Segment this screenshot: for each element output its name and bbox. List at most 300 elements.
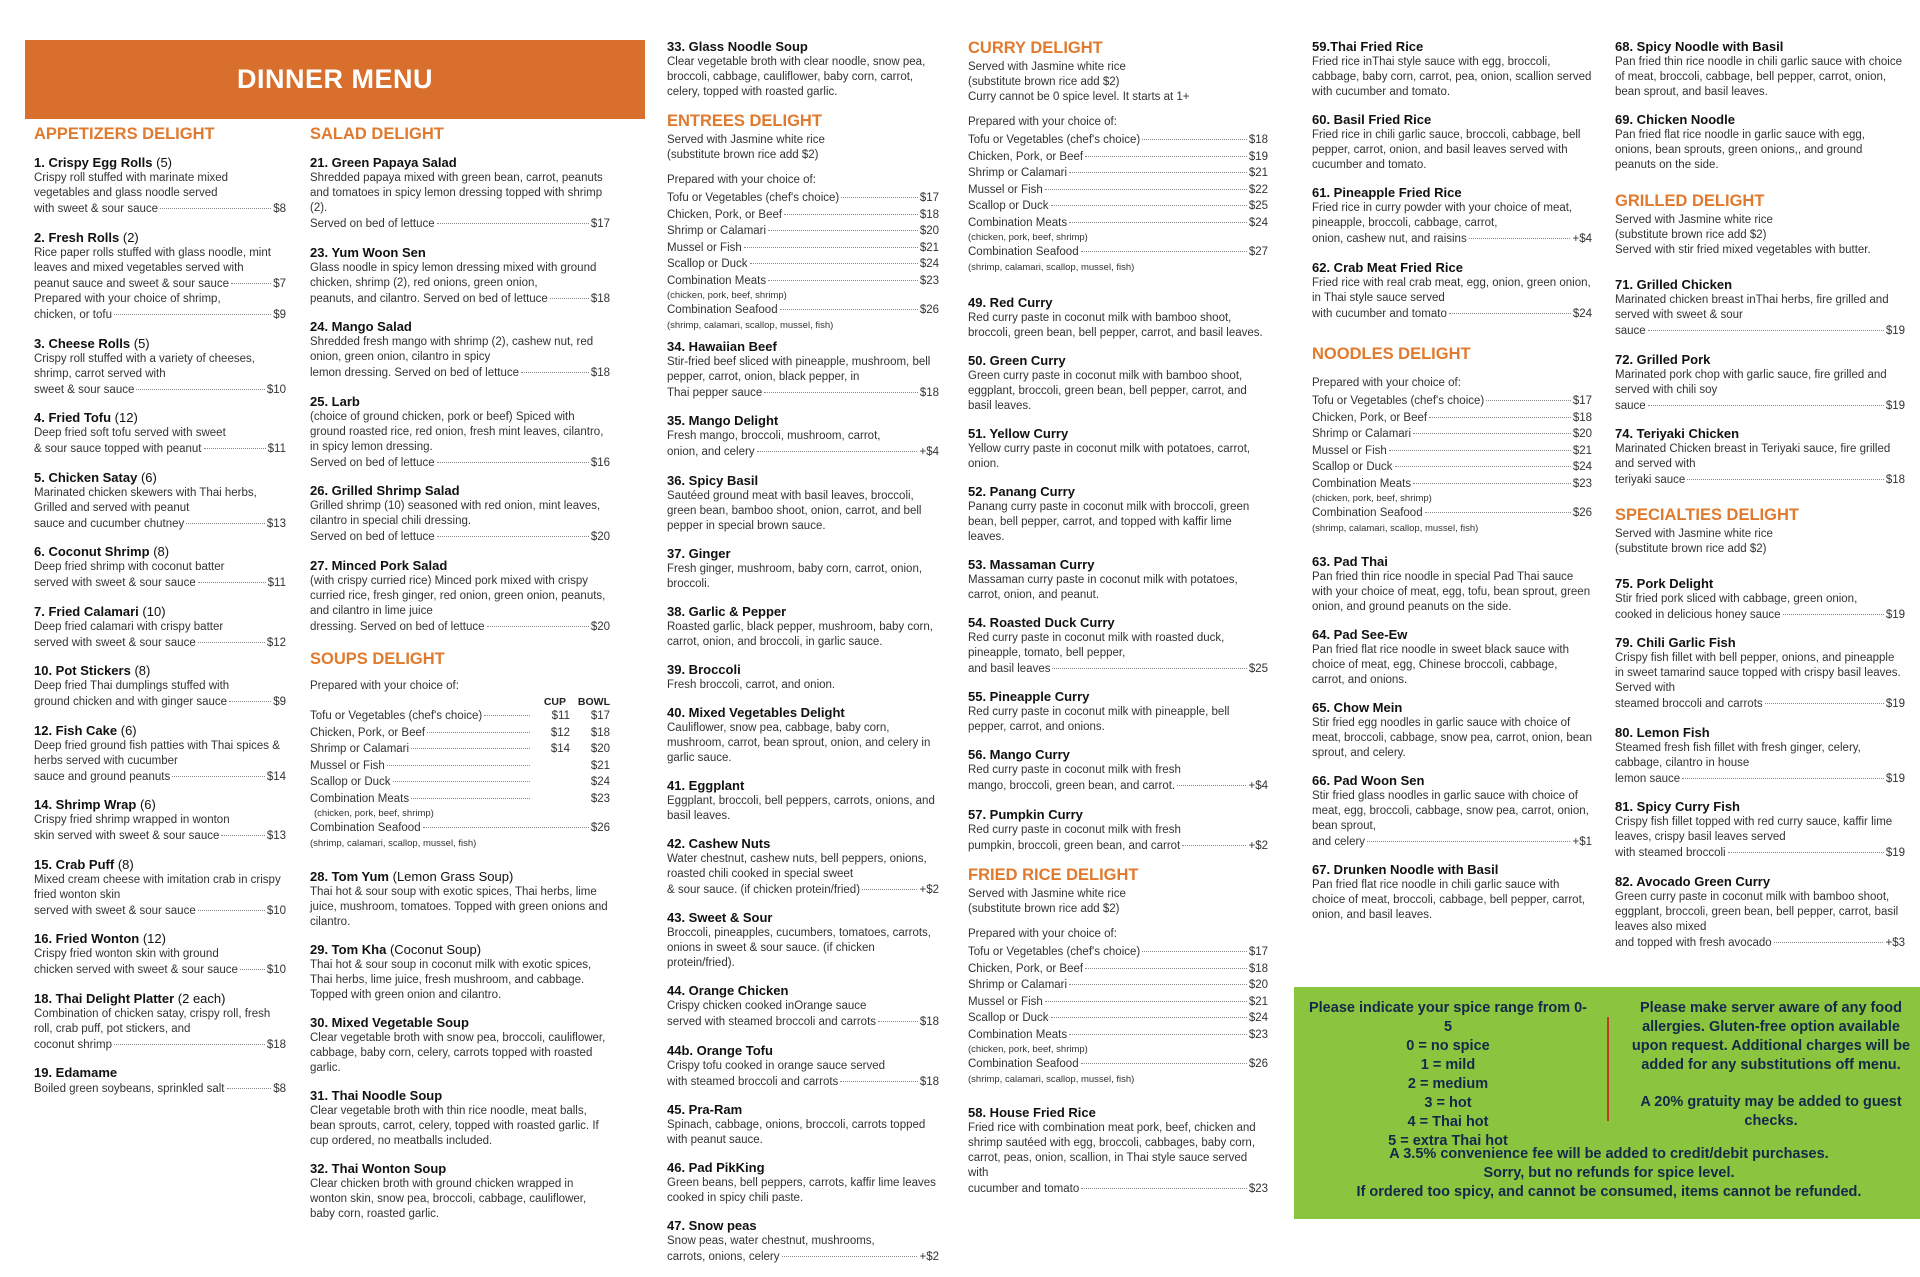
leader-dots — [840, 1081, 918, 1082]
menu-item — [968, 556, 1268, 603]
item-name — [667, 704, 939, 721]
menu-item — [1615, 38, 1905, 100]
item-title: 49. Red Curry — [968, 294, 1053, 310]
soups-combo-seafood: Combination Seafood $26 — [310, 822, 610, 834]
entrees-note1: Served with Jasmine white rice — [667, 134, 825, 146]
item-description: Red curry paste in coconut milk with bamboo shoot, broccoli, green bean, bell pepper, carrot, and basil leaves. — [968, 311, 1263, 339]
item-title: 4. Fried Tofu — [34, 410, 112, 425]
grilled-title: GRILLED DELIGHT — [1615, 192, 1765, 210]
item-name — [667, 412, 939, 429]
leader-dots — [114, 1044, 265, 1045]
protein-choice-row — [667, 207, 939, 224]
choice-label: Scallop or Duck — [310, 776, 391, 788]
item-description: Water chestnut, cashew nuts, bell peppers, onions, roasted chili cooked in special sweet — [667, 852, 927, 880]
item-last-line: and basil leaves — [968, 662, 1051, 675]
item-description: Marinated chicken breast inThai herbs, fire grilled and served with sweet & sour — [1615, 294, 1889, 321]
item-name — [34, 722, 286, 739]
item-description: Massaman curry paste in coconut milk with potatoes, carrot, onion, and peanut. — [968, 573, 1238, 601]
price-row — [968, 778, 1268, 795]
leader-dots — [1177, 785, 1246, 786]
specialties-list — [1615, 575, 1905, 952]
item-price: +$4 — [1248, 780, 1268, 792]
item-title: 55. Pineapple Curry — [968, 689, 1090, 704]
item-price: $11 — [267, 577, 286, 589]
item-price: $23 — [1248, 1182, 1268, 1195]
leader-dots — [521, 372, 589, 373]
item-description: Crispy fish fillet topped with red curry sauce, kaffir lime leaves, crispy basil leaves served — [1615, 816, 1893, 843]
leader-dots — [1774, 942, 1884, 943]
item-title: 10. Pot Stickers — [34, 663, 131, 678]
leader-dots — [114, 314, 271, 315]
item-description: Crispy tofu cooked in orange sauce served — [667, 1059, 885, 1072]
item-price: $9 — [273, 696, 286, 708]
item-last-line: onion, and celery — [667, 446, 755, 458]
leader-dots — [1069, 172, 1247, 173]
item-last-line: sauce and cucumber chutney — [34, 517, 185, 530]
protein-choice-row — [1312, 476, 1592, 493]
choice-price: $25 — [1248, 200, 1268, 212]
leader-dots — [387, 765, 530, 766]
item-title: 45. Pra-Ram — [667, 1102, 743, 1117]
item-name — [667, 909, 939, 926]
item-name — [310, 244, 610, 261]
item-price: $20 — [590, 531, 610, 543]
menu-item — [968, 688, 1268, 735]
item-name — [34, 990, 286, 1007]
refund-text-1: Sorry, but no refunds for spice level. — [1483, 1165, 1735, 1181]
leader-dots — [229, 701, 271, 702]
item-title: 33. Glass Noodle Soup — [667, 39, 808, 54]
item-last-line: served with sweet & sour sauce — [34, 904, 196, 917]
item-description: Deep fried Thai dumplings stuffed with — [34, 680, 230, 692]
choice-price: $20 — [919, 225, 939, 237]
convenience-fee-text: A 3.5% convenience fee will be added to credit/debit purchases. — [1389, 1146, 1829, 1162]
soups-intro: Prepared with your choice of: — [310, 680, 459, 692]
menu-item — [34, 1064, 286, 1098]
item-price: $9 — [273, 309, 286, 321]
menu-item — [310, 482, 610, 546]
item-title: 12. Fish Cake — [34, 722, 118, 738]
leader-dots — [1045, 189, 1247, 190]
item-name — [667, 1101, 939, 1118]
item-title: 57. Pumpkin Curry — [968, 806, 1083, 822]
price-row — [1615, 607, 1905, 624]
item-last-line: Served on bed of lettuce — [310, 218, 435, 230]
menu-item — [667, 1042, 939, 1091]
leader-dots — [1687, 479, 1884, 480]
choice-label: Scallop or Duck — [1312, 461, 1393, 473]
item-title: 65. Chow Mein — [1312, 699, 1403, 715]
item-title: 21. Green Papaya Salad — [310, 155, 457, 170]
fried-rice-combo-seafood: Combination Seafood $26 — [968, 1058, 1268, 1070]
curry-choices — [968, 132, 1268, 231]
curry-combo-seafood: Combination Seafood $27 — [968, 246, 1268, 258]
item-last-line: onion, cashew nut, and raisins — [1312, 233, 1467, 245]
item-description: Snow peas, water chestnut, mushrooms, — [667, 1235, 875, 1247]
appetizers-section — [34, 124, 286, 1109]
menu-item — [34, 796, 286, 845]
leader-dots — [1069, 1034, 1247, 1035]
item-title: 7. Fried Calamari — [34, 603, 139, 619]
price-row — [968, 1181, 1268, 1198]
item-title: 56. Mango Curry — [968, 747, 1070, 762]
curry-section — [968, 38, 1268, 1208]
item-title: 64. Pad See-Ew — [1312, 626, 1408, 642]
item-description: Deep fried shrimp with coconut batter — [34, 561, 225, 573]
item-name — [310, 482, 610, 499]
choice-price: $24 — [1248, 216, 1268, 229]
salad-title: SALAD DELIGHT — [310, 125, 444, 143]
choice-label: Mussel or Fish — [968, 995, 1043, 1008]
menu-item — [1312, 259, 1592, 323]
item-description: Stir fried pork sliced with cabbage, green onion, — [1615, 592, 1858, 605]
item-description: Glass noodle in spicy lemon dressing mixed with ground chicken, shrimp (2), red onions, green onion, — [310, 261, 597, 289]
choice-price: $23 — [1248, 1028, 1268, 1041]
item-price: +$4 — [1572, 233, 1592, 245]
item-description: Marinated chicken skewers with Thai herbs, Grilled and served with peanut — [34, 486, 257, 514]
choice-label: Mussel or Fish — [968, 183, 1043, 196]
item-last-line: skin served with sweet & sour sauce — [34, 830, 220, 842]
menu-item — [667, 777, 939, 824]
price-row — [34, 307, 286, 324]
item-name — [310, 941, 610, 958]
menu-item — [34, 154, 286, 218]
noodles-continued — [1615, 38, 1905, 173]
item-description: Fresh mango, broccoli, mushroom, carrot, — [667, 430, 881, 442]
item-description: Yellow curry paste in coconut milk with potatoes, carrot, onion. — [968, 442, 1251, 470]
leader-dots — [1142, 139, 1247, 140]
protein-choice-row — [1312, 443, 1592, 460]
fried-rice-continued — [1312, 38, 1592, 322]
item-last-line: with steamed broccoli — [1615, 847, 1726, 859]
entrees-combo-seafood: Combination Seafood $26 — [667, 304, 939, 316]
leader-dots — [1728, 852, 1884, 853]
price-row — [310, 365, 610, 382]
item-price: $25 — [1248, 662, 1268, 675]
bowl-price: $24 — [590, 776, 610, 788]
item-description: Marinated pork chop with garlic sauce, fire grilled and served with chili soy — [1615, 368, 1887, 396]
choice-label: Shrimp or Calamari — [310, 743, 410, 755]
leader-dots — [1069, 984, 1247, 985]
item-title: 31. Thai Noodle Soup — [310, 1087, 443, 1103]
item-title: 30. Mixed Vegetable Soup — [310, 1014, 469, 1030]
item-price: $19 — [1885, 325, 1905, 337]
item-count: (2) — [122, 229, 139, 245]
choice-label: Shrimp or Calamari — [667, 225, 767, 237]
item-last-line: sauce and ground peanuts — [34, 770, 171, 783]
item-title: 74. Teriyaki Chicken — [1615, 426, 1740, 441]
item-name — [1312, 772, 1592, 789]
item-name — [34, 229, 286, 246]
item-title: 37. Ginger — [667, 545, 731, 561]
protein-choice-row — [667, 256, 939, 273]
choice-label: Tofu or Vegetables (chef's choice) — [968, 134, 1141, 146]
choice-price: $21 — [919, 241, 939, 254]
item-last-line: ground chicken and with ginger sauce — [34, 696, 228, 708]
menu-item — [667, 603, 939, 650]
item-price: $19 — [1885, 399, 1905, 412]
leader-dots — [160, 208, 271, 209]
choice-price: $21 — [1248, 167, 1268, 179]
item-title: 3. Cheese Rolls — [34, 335, 131, 351]
item-title: 41. Eggplant — [667, 777, 745, 793]
choice-price: $18 — [1572, 411, 1592, 424]
price-row — [34, 441, 286, 458]
noodles-combo-seafood: Combination Seafood $26 — [1312, 507, 1592, 519]
item-name — [1312, 699, 1592, 716]
item-description: Clear vegetable broth with snow pea, broccoli, cauliflower, cabbage, baby corn, celery, carrots topped with roasted garlic. — [310, 1031, 606, 1074]
price-row — [667, 385, 939, 402]
price-row — [310, 455, 610, 472]
protein-choice-row — [1312, 393, 1592, 410]
item-description: Fresh broccoli, carrot, and onion. — [667, 678, 836, 691]
item-name — [1615, 111, 1905, 128]
item-description: Pan fried flat rice noodle in sweet black sauce with choice of meat, egg, Chinese broccoli, cabbage, carrot, and onions. — [1312, 643, 1569, 686]
item-description: Clear vegetable broth with thin rice noodle, meat balls, bean sprouts, carrot, celery, topped with roasted garlic. If cup ordered, no meatballs included. — [310, 1104, 599, 1147]
choice-label: Tofu or Vegetables (chef's choice) — [667, 192, 840, 204]
menu-item — [1312, 699, 1592, 761]
choice-label: Mussel or Fish — [1312, 444, 1387, 457]
item-last-line: & sour sauce topped with peanut — [34, 443, 202, 455]
noodles-intro: Prepared with your choice of: — [1312, 377, 1461, 389]
item-title: 71. Grilled Chicken — [1615, 277, 1733, 292]
leader-dots — [1367, 841, 1570, 842]
price-row — [968, 838, 1268, 855]
item-count: (6) — [139, 797, 156, 812]
item-title: 28. Tom Yum — [310, 868, 389, 884]
menu-item — [968, 294, 1268, 341]
entrees-note2: (substitute brown rice add $2) — [667, 149, 819, 161]
item-description: Combination of chicken satay, crispy roll, fresh roll, crab puff, pot stickers, and — [34, 1007, 271, 1035]
item-name — [1615, 724, 1905, 741]
item-name — [34, 409, 286, 426]
leader-dots — [484, 715, 530, 716]
cup-price: $11 — [551, 710, 570, 722]
menu-item — [667, 909, 939, 971]
menu-item — [1312, 861, 1592, 923]
item-name — [34, 796, 286, 813]
item-count: (Lemon Grass Soup) — [392, 868, 514, 884]
protein-choice-row — [968, 944, 1268, 961]
fried-rice-title: FRIED RICE DELIGHT — [968, 866, 1139, 884]
price-row — [667, 1074, 939, 1091]
item-description: Panang curry paste in coconut milk with broccoli, green bean, bell pepper, carrot, and topped with kaffir lime leaves. — [968, 500, 1250, 543]
item-title: 1. Crispy Egg Rolls — [34, 155, 153, 170]
item-count: (5) — [133, 335, 150, 351]
item-description: Green curry paste in coconut milk with bamboo shoot, eggplant, broccoli, green bean, bell pepper, carrot, basil leaves also mixed — [1615, 890, 1899, 933]
item-title: 62. Crab Meat Fried Rice — [1312, 259, 1463, 275]
price-row — [34, 694, 286, 711]
leader-dots — [1052, 668, 1246, 669]
menu-item — [34, 722, 286, 786]
item-price: $13 — [266, 517, 286, 530]
item-count: (6) — [120, 722, 137, 738]
choice-label: Shrimp or Calamari — [1312, 428, 1412, 440]
soups-title: SOUPS DELIGHT — [310, 650, 445, 668]
item-price: $18 — [266, 1038, 286, 1051]
item-description: Deep fried calamari with crispy batter — [34, 620, 224, 633]
protein-choice-row — [968, 198, 1268, 215]
item-price: $20 — [590, 620, 610, 633]
item-title: 5. Chicken Satay — [34, 469, 138, 485]
item-description: Green beans, bell peppers, carrots, kaffir lime leaves cooked in spicy chili paste. — [667, 1177, 936, 1204]
item-description: Roasted garlic, black pepper, mushroom, baby corn, carrot, onion, and broccoli, in garlic sauce. — [667, 620, 933, 648]
item-title: 39. Broccoli — [667, 661, 741, 677]
choice-label: Combination Meats — [1312, 477, 1412, 490]
cup-price: $14 — [550, 743, 570, 755]
price-row — [1615, 771, 1905, 788]
item-title: 18. Thai Delight Platter — [34, 990, 175, 1006]
item-last-line: with steamed broccoli and carrots — [667, 1075, 839, 1088]
leader-dots — [841, 197, 918, 198]
leader-dots — [411, 748, 530, 749]
item-name — [968, 614, 1268, 631]
menu-item — [1615, 276, 1905, 340]
item-title: 51. Yellow Curry — [968, 425, 1069, 441]
item-description: Fresh ginger, mushroom, baby corn, carrot, onion, broccoli. — [667, 562, 923, 590]
item-price: +$3 — [1885, 936, 1905, 949]
item-name — [34, 603, 286, 620]
choice-label: Combination Meats — [968, 1028, 1068, 1041]
menu-item — [310, 868, 610, 930]
item-name — [310, 868, 610, 885]
item-description: Fried rice inThai style sauce with egg, broccoli, cabbage, baby corn, carrot, pea, onion, scallion served with cucumber and tomato. — [1312, 56, 1592, 98]
item-description: Rice paper rolls stuffed with glass noodle, mint leaves and mixed vegetables served with — [34, 246, 271, 274]
item-name — [667, 835, 939, 852]
choice-price: $20 — [1572, 428, 1592, 440]
item-description: Eggplant, broccoli, bell peppers, carrots, onions, and basil leaves. — [667, 794, 935, 822]
menu-item — [968, 425, 1268, 472]
item-last-line: with cucumber and tomato — [1312, 307, 1447, 320]
item-price: $8 — [273, 1083, 286, 1095]
item-description: Fried rice in chili garlic sauce, broccoli, cabbage, bell pepper, carrot, onion, and basil leaves served with cucumber and tomato. — [1312, 129, 1581, 171]
item-price: $18 — [919, 1075, 939, 1088]
curry-title: CURRY DELIGHT — [968, 39, 1103, 57]
choice-label: Scallop or Duck — [968, 200, 1049, 212]
item-price: $19 — [1885, 847, 1905, 859]
item-last-line: chicken, or tofu — [34, 309, 112, 321]
item-description: Crispy roll stuffed with a variety of cheeses, shrimp, carrot served with — [34, 352, 255, 380]
price-row — [310, 291, 610, 308]
leader-dots — [136, 389, 264, 390]
leader-dots — [750, 263, 918, 264]
item-description: Sautéed ground meat with basil leaves, broccoli, green bean, bamboo shoot, onion, carrot, and bell pepper in special brown sauce. — [667, 489, 922, 532]
item-count: (10) — [142, 603, 166, 619]
item-last-line: and topped with fresh avocado — [1615, 936, 1772, 949]
item-description: Red curry paste in coconut milk with roasted duck, pineapple, tomato, bell pepper, — [968, 631, 1225, 659]
choice-label: Chicken, Pork, or Beef — [968, 962, 1084, 975]
item-title: 72. Grilled Pork — [1615, 351, 1711, 367]
allergy-block — [1626, 999, 1916, 1131]
curry-combo-meats-note: (chicken, pork, beef, shrimp) — [968, 232, 1088, 243]
item-count: (5) — [156, 155, 172, 170]
item-price: $12 — [266, 636, 286, 649]
leader-dots — [1051, 1017, 1247, 1018]
grilled-note3: Served with stir fried mixed vegetables with butter. — [1615, 244, 1871, 256]
item-name — [667, 338, 939, 355]
specialties-note2: (substitute brown rice add $2) — [1615, 542, 1767, 555]
menu-item — [310, 244, 610, 308]
spice-range-title: Please indicate your spice range from 0-5 — [1308, 1000, 1588, 1035]
item-description: Crispy roll stuffed with marinate mixed vegetables and glass noodle served — [34, 172, 229, 199]
item-last-line: served with sweet & sour sauce — [34, 577, 196, 589]
item-last-line: Boiled green soybeans, sprinkled salt — [34, 1083, 225, 1095]
fried-rice-list — [968, 1104, 1268, 1198]
leader-dots — [437, 536, 589, 537]
leader-dots — [1469, 238, 1571, 239]
menu-item — [968, 483, 1268, 545]
leader-dots — [1081, 1188, 1247, 1189]
price-row — [1615, 935, 1905, 952]
item-last-line: sweet & sour sauce — [34, 383, 135, 396]
item-price: $8 — [273, 203, 286, 215]
item-name — [34, 930, 286, 947]
item-title: 35. Mango Delight — [667, 413, 779, 428]
choice-price: $23 — [919, 274, 939, 287]
item-count: (2 each) — [177, 990, 226, 1006]
item-last-line: steamed broccoli and carrots — [1615, 698, 1763, 710]
item-title: 14. Shrimp Wrap — [34, 797, 137, 812]
soups-combo-seafood-note: (shrimp, calamari, scallop, mussel, fish) — [310, 837, 477, 849]
price-row — [34, 201, 286, 218]
price-row — [34, 276, 286, 293]
choice-label: Tofu or Vegetables (chef's choice) — [310, 710, 483, 722]
choice-price: $22 — [1248, 183, 1268, 196]
item-name — [34, 1064, 286, 1081]
choice-label: Tofu or Vegetables (chef's choice) — [1312, 395, 1485, 407]
item-title: 2. Fresh Rolls — [34, 229, 120, 245]
item-name — [1615, 38, 1905, 55]
item-name — [1312, 626, 1592, 643]
item-description: Thai hot & sour soup in coconut milk with exotic spices, Thai herbs, lime juice, fresh mushroom, and cabbage. Topped with green onion and cilantro. — [310, 958, 592, 1001]
item-last-line: Thai pepper sauce — [667, 386, 763, 399]
choice-price: $21 — [1572, 444, 1592, 457]
grilled-note1: Served with Jasmine white rice — [1615, 214, 1773, 226]
item-count: (Coconut Soup) — [389, 941, 482, 957]
bowl-price: $18 — [590, 726, 610, 739]
price-row — [1615, 472, 1905, 489]
item-price: $18 — [919, 386, 939, 399]
item-name — [1615, 351, 1905, 368]
item-name — [667, 1159, 939, 1176]
choice-label: Chicken, Pork, or Beef — [968, 150, 1084, 163]
spice-level-2: 2 = medium — [1407, 1076, 1489, 1092]
item-name — [667, 545, 939, 562]
item-name — [667, 1042, 939, 1059]
item-description: Stir fried egg noodles in garlic sauce with choice of meat, broccoli, cabbage, snow pea, carrot, onion, bean sprout, and celery. — [1312, 716, 1593, 759]
price-row — [34, 962, 286, 979]
item-name — [1312, 553, 1592, 570]
item-title: 60. Basil Fried Rice — [1312, 112, 1432, 127]
item-name — [968, 483, 1268, 500]
noodles-combo-meats-note: (chicken, pork, beef, shrimp) — [1312, 493, 1432, 504]
menu-item — [667, 1159, 939, 1206]
menu-item — [667, 835, 939, 899]
item-title: 6. Coconut Shrimp — [34, 544, 150, 559]
protein-choice-row — [968, 977, 1268, 994]
menu-item — [1312, 772, 1592, 851]
item-description: (choice of ground chicken, pork or beef) Spiced with ground roasted rice, red onion, fresh mint leaves, cilantro, in spicy lemon dressing. — [310, 410, 604, 453]
item-title: 50. Green Curry — [968, 352, 1066, 368]
leader-dots — [862, 889, 917, 890]
item-title: 15. Crab Puff — [34, 856, 115, 872]
protein-choice-row — [667, 240, 939, 257]
leader-dots — [550, 298, 589, 299]
leader-dots — [757, 451, 918, 452]
price-row — [1312, 834, 1592, 851]
item-title: 40. Mixed Vegetables Delight — [667, 704, 845, 720]
item-name — [310, 393, 610, 410]
